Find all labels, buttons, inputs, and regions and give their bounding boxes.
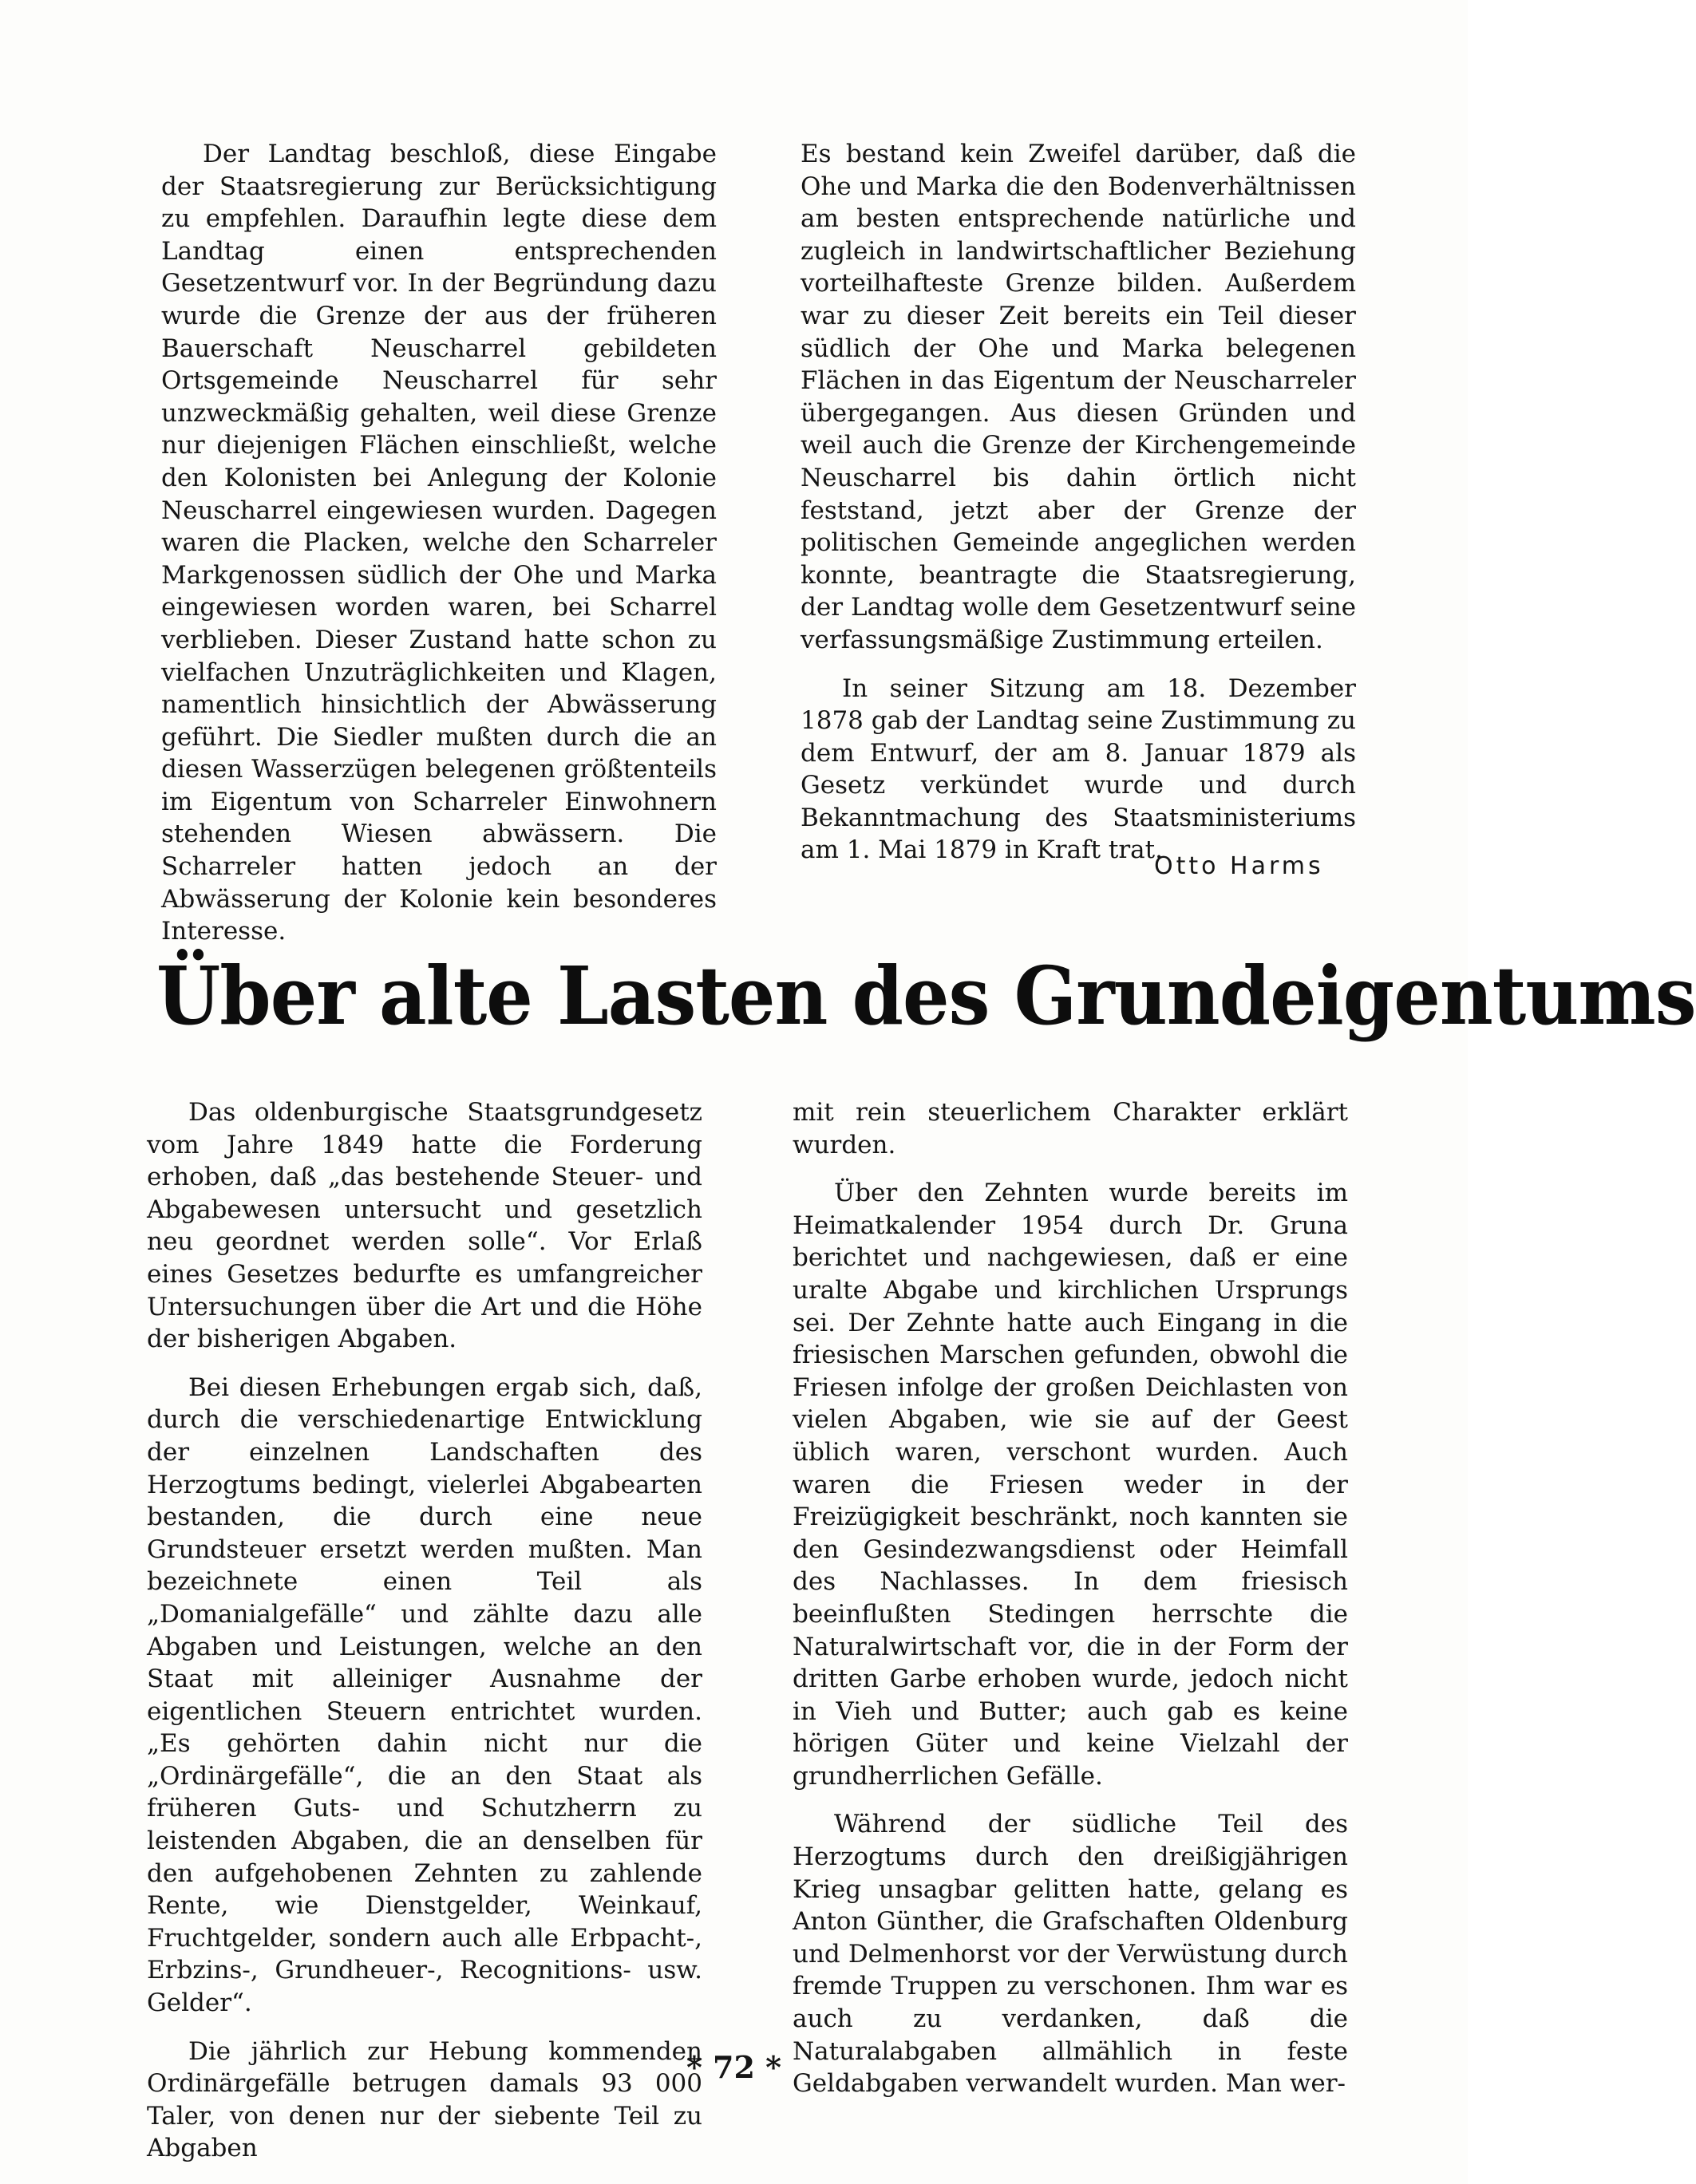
paragraph: mit rein steuerlichem Charakter erklärt wurden. — [793, 1098, 1348, 1159]
paragraph: Der Landtag beschloß, diese Eingabe der Staatsregierung zur Berücksichtigung zu empfehlen. Daraufhin legte diese dem Landtag einen entsprechenden Gesetzentwurf vor. In der Begründung dazu wurde die Grenze der aus der früheren Bauerschaft Neuscharrel gebildeten Ortsgemeinde Neuscharrel für sehr unzweckmäßig gehalten, weil diese Grenze nur diejenigen Flächen einschließt, welche den Kolonisten bei Anlegung der Kolonie Neuscharrel eingewiesen wurden. Dagegen waren die Placken, welche den Scharreler Markgenossen südlich der Ohe und Marka eingewiesen worden waren, bei Scharrel verblieben. Dieser Zustand hatte schon zu vielfachen Unzuträglichkeiten und Klagen, namentlich hinsichtlich der Abwässerung geführt. Die Siedler mußten durch die an diesen Wasserzügen belegenen größtenteils im Eigentum von Scharreler Einwohnern stehenden Wiesen abwässern. Die Scharreler hatten jedoch an der Abwässerung der Kolonie kein besonderes Interesse. — [161, 140, 717, 946]
paragraph: In seiner Sitzung am 18. Dezember 1878 gab der Landtag seine Zustimmung zu dem Entwurf, der am 8. Januar 1879 als Gesetz verkündet wurde und durch Bekanntmachung des Staatsministeriums am 1. Mai 1879 in Kraft trat. — [801, 673, 1356, 865]
article-column-left — [147, 1096, 702, 2165]
article-headline: Über alte Lasten des Grundeigentums — [156, 949, 1696, 1043]
author-signature: Otto Harms — [1154, 852, 1324, 880]
article-end-column-right — [801, 138, 1356, 867]
article-column-right — [793, 1096, 1348, 2100]
paragraph: Über den Zehnten wurde bereits im Heimatkalender 1954 durch Dr. Gruna berichtet und nachgewiesen, daß er eine uralte Abgabe und kirchlichen Ursprungs sei. Der Zehnte hatte auch Eingang in die friesischen Marschen gefunden, obwohl die Friesen infolge der großen Deichlasten von vielen Abgaben, wie sie auf der Geest üblich waren, verschont wurden. Auch waren die Friesen weder in der Freizügigkeit beschränkt, noch kannten sie den Gesindezwangsdienst oder Heimfall des Nachlasses. In dem friesisch beeinflußten Stedingen herrschte die Naturalwirtschaft vor, die in der Form der dritten Garbe erhoben wurde, jedoch nicht in Vieh und Butter; auch gab es keine hörigen Güter und keine Vielzahl der grundherrlichen Gefälle. — [793, 1179, 1348, 1791]
paragraph: Das oldenburgische Staatsgrundgesetz vom Jahre 1849 hatte die Forderung erhoben, daß „das bestehende Steuer- und Abgabewesen untersucht und gesetzlich neu geordnet werden solle“. Vor Erlaß eines Gesetzes bedurfte es umfangreicher Untersuchungen über die Art und die Höhe der bisherigen Abgaben. — [147, 1098, 702, 1354]
article-end-column-left — [161, 138, 717, 948]
paragraph: Es bestand kein Zweifel darüber, daß die Ohe und Marka die den Bodenverhältnissen am besten entsprechende natürliche und zugleich in landwirtschaftlicher Beziehung vorteilhafteste Grenze bilden. Außerdem war zu dieser Zeit bereits ein Teil dieser südlich der Ohe und Marka belegenen Flächen in das Eigentum der Neuscharreler übergegangen. Aus diesen Gründen und weil auch die Grenze der Kirchengemeinde Neuscharrel bis dahin örtlich nicht feststand, jetzt aber der Grenze der politischen Gemeinde angeglichen werden konnte, beantragte die Staatsregierung, der Landtag wolle dem Gesetzentwurf seine verfassungsmäßige Zustimmung erteilen. — [801, 140, 1356, 654]
paragraph: Bei diesen Erhebungen ergab sich, daß, durch die verschiedenartige Entwicklung der einzelnen Landschaften des Herzogtums bedingt, vielerlei Abgabearten bestanden, die durch eine neue Grundsteuer ersetzt werden mußten. Man bezeichnete einen Teil als „Domanialgefälle“ und zählte dazu alle Abgaben und Leistungen, welche an den Staat mit alleiniger Ausnahme der eigentlichen Steuern entrichtet wurden. „Es gehörten dahin nicht nur die „Ordinärgefälle“, die an den Staat als früheren Guts- und Schutzherrn zu leistenden Abgaben, die an denselben für den aufgehobenen Zehnten zu zahlende Rente, wie Dienstgelder, Weinkauf, Fruchtgelder, sondern auch alle Erbpacht-, Erbzins-, Grundheuer-, Recognitions- usw. Gelder“. — [147, 1372, 702, 2018]
paragraph: Die jährlich zur Hebung kommenden Ordinärgefälle betrugen damals 93 000 Taler, von denen nur der siebente Teil zu Abgaben — [147, 2036, 702, 2163]
page-number: * 72 * — [686, 2049, 782, 2085]
paragraph: Während der südliche Teil des Herzogtums durch den dreißigjährigen Krieg unsagbar gelitten hatte, gelang es Anton Günther, die Grafschaften Oldenburg und Delmenhorst vor der Verwüstung durch fremde Truppen zu verschonen. Ihm war es auch zu verdanken, daß die Naturalabgaben allmählich in feste Geldabgaben verwandelt wurden. Man wer- — [793, 1810, 1348, 2099]
